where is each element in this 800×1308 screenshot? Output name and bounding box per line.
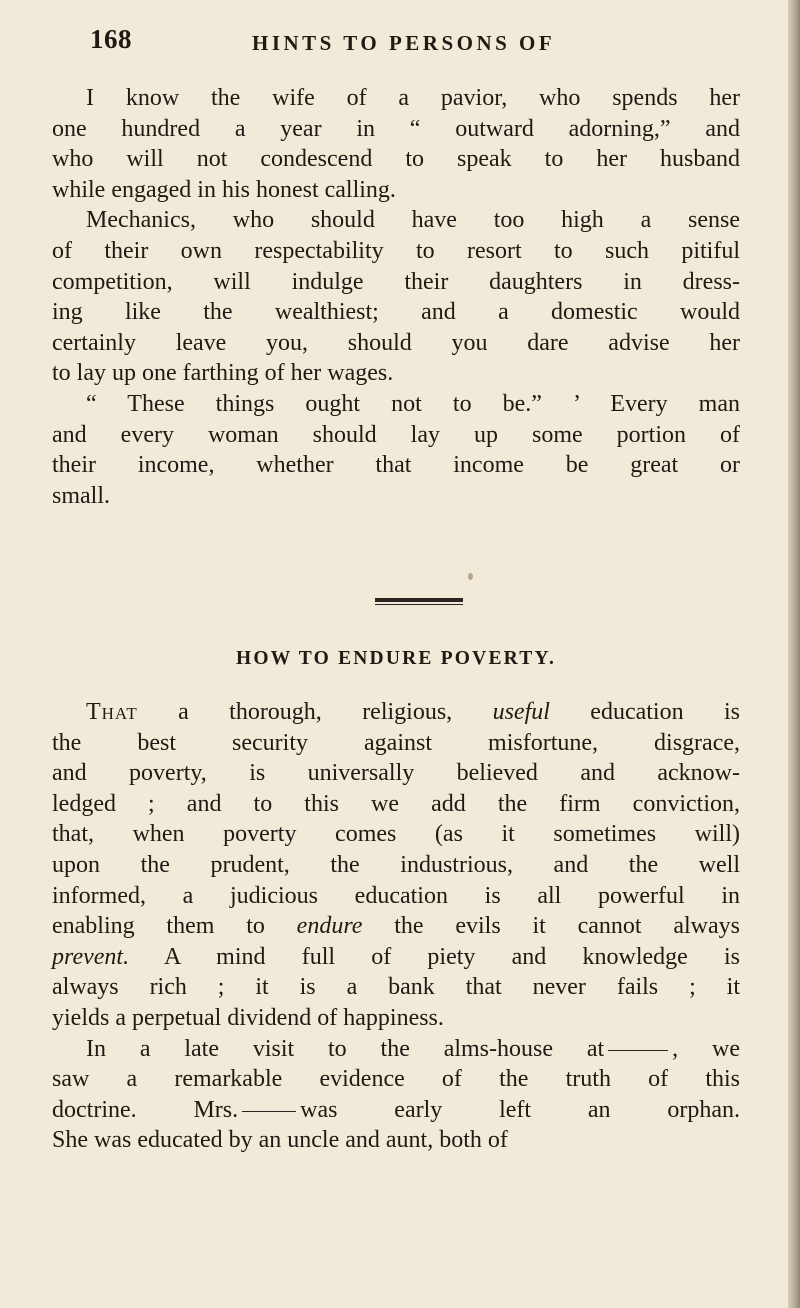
text-line: that, when poverty comes (as it sometimes will) xyxy=(52,821,740,848)
text-line: In a late visit to the alms-house at , we xyxy=(86,1035,741,1062)
text-line: certainly leave you, should you dare advise her xyxy=(52,329,740,356)
drop-word: That xyxy=(86,699,138,725)
text-line: informed, a judicious education is all powerful in xyxy=(52,882,740,909)
ink-speck xyxy=(468,573,473,580)
running-head: HINTS TO PERSONS OF xyxy=(252,31,556,55)
text-line: competition, will indulge their daughters in dress- xyxy=(52,268,740,295)
name-blank-dash xyxy=(608,1050,668,1051)
text-line: while engaged in his honest calling. xyxy=(52,176,396,203)
text-line: who will not condescend to speak to her husband xyxy=(52,146,740,173)
text-line: small. xyxy=(52,482,110,509)
emphasis-useful: useful xyxy=(492,699,550,725)
text-line: the best security against misfortune, disgrace, xyxy=(52,729,740,756)
name-blank-dash xyxy=(242,1111,296,1112)
text-line: ledged ; and to this we add the firm conviction, xyxy=(52,790,740,817)
text-line: That a thorough, religious, useful education is xyxy=(86,699,740,725)
text-line: prevent. A mind full of piety and knowledge is xyxy=(52,943,740,970)
section-1-text xyxy=(52,83,740,511)
text-line: and poverty, is universally believed and acknow- xyxy=(52,760,740,787)
emphasis-endure: endure xyxy=(296,913,363,940)
section-divider-thin xyxy=(375,604,463,605)
text-line: doctrine. Mrs. was early left an orphan. xyxy=(52,1096,740,1123)
text-line: ing like the wealthiest; and a domestic would xyxy=(52,299,740,326)
emphasis-prevent: prevent. xyxy=(52,943,130,970)
section-heading: HOW TO ENDURE POVERTY. xyxy=(235,648,557,669)
text-line: saw a remarkable evidence of the truth of this xyxy=(52,1066,740,1093)
text-line: always rich ; it is a bank that never fails ; it xyxy=(52,974,740,1001)
text-line: one hundred a year in “ outward adorning,” and xyxy=(52,115,740,142)
text-line: Mechanics, who should have too high a sense xyxy=(86,207,740,234)
page-number: 168 xyxy=(90,24,132,54)
text-line: She was educated by an uncle and aunt, both of xyxy=(52,1127,508,1154)
text-line: and every woman should lay up some portion of xyxy=(52,421,740,448)
section-divider xyxy=(375,598,463,602)
text-line: to lay up one farthing of her wages. xyxy=(52,360,394,387)
page-edge xyxy=(788,0,800,1308)
text-line: upon the prudent, the industrious, and the well xyxy=(52,851,740,878)
text-line: of their own respectability to resort to such pitiful xyxy=(52,237,740,264)
text-line: I know the wife of a pavior, who spends her xyxy=(86,85,740,111)
text-line: “ These things ought not to be.” ’ Every man xyxy=(86,390,740,417)
text-line: enabling them to endure the evils it cannot always xyxy=(52,913,740,940)
text-line: yields a perpetual dividend of happiness. xyxy=(52,1004,444,1031)
section-2-text xyxy=(52,697,740,1156)
page-header xyxy=(90,24,750,60)
text-line: their income, whether that income be great or xyxy=(52,452,740,479)
